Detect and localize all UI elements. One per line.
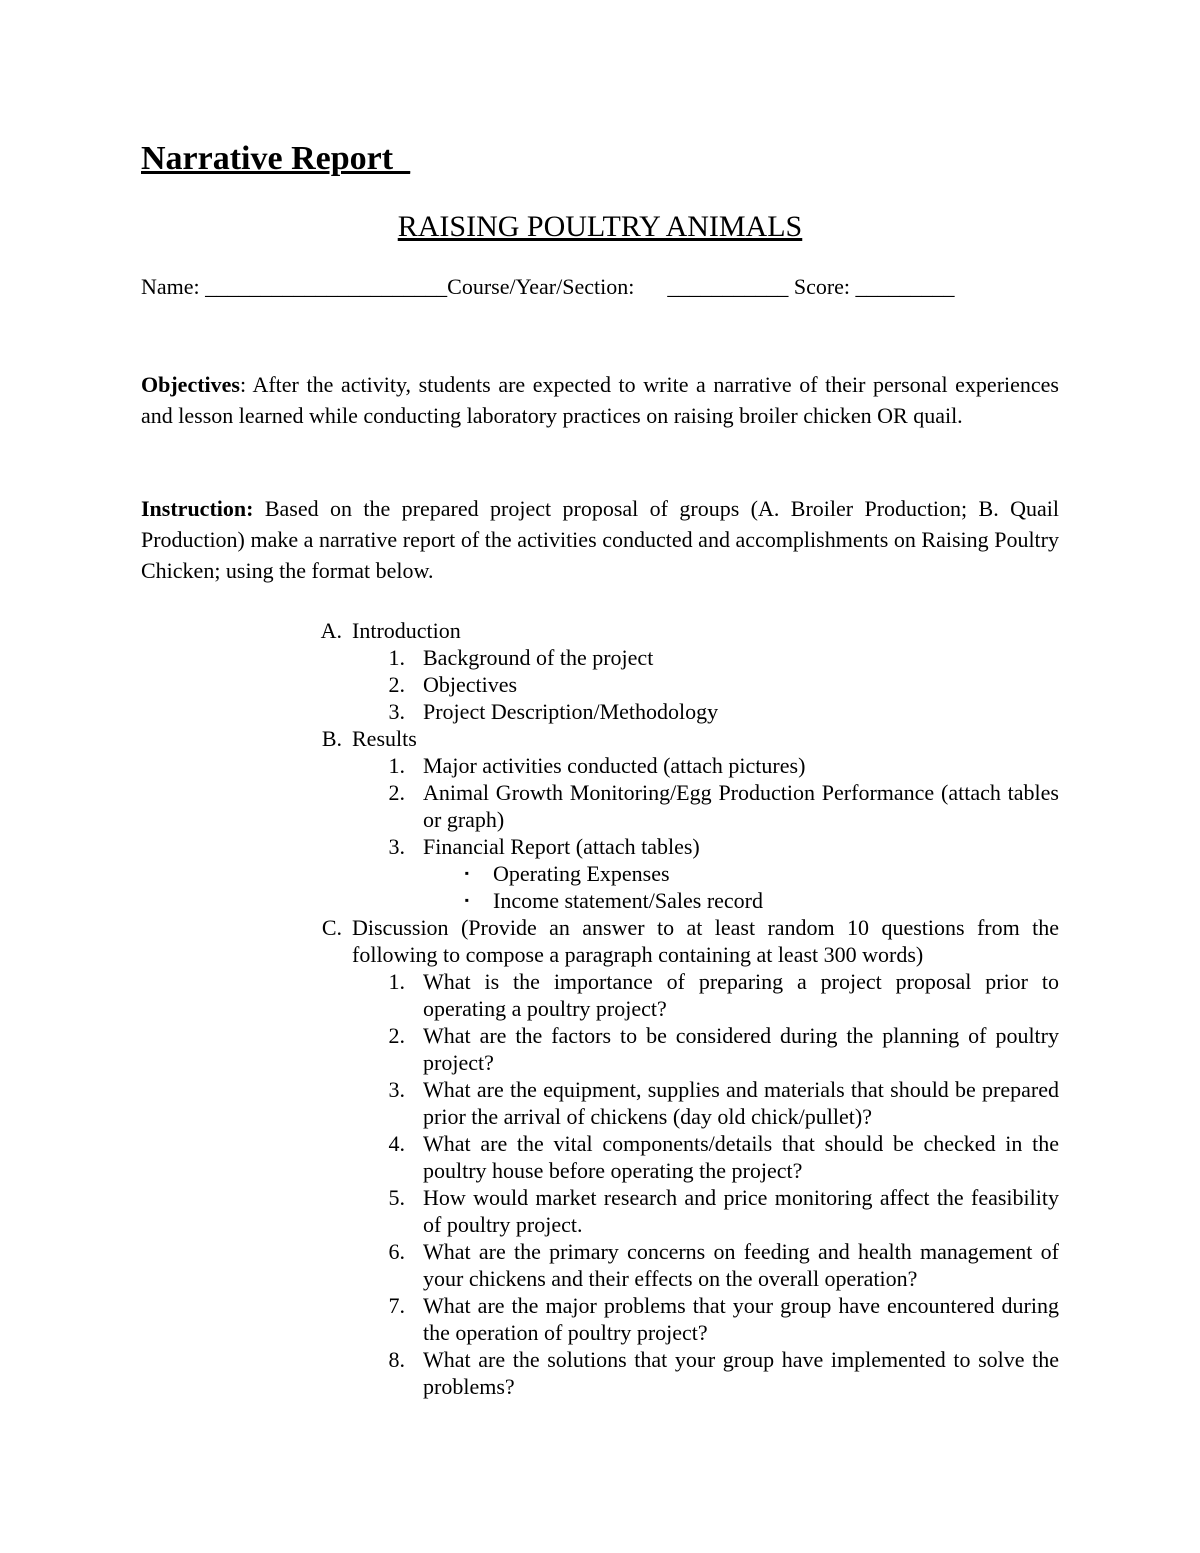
list-marker: 8. — [388, 1347, 405, 1372]
list-item-text: What is the importance of preparing a project proposal prior to operating a poultry project? — [423, 969, 1059, 1021]
list-item-text: Major activities conducted (attach pictures) — [423, 753, 806, 778]
list-marker: A. — [320, 618, 342, 643]
list-marker: 2. — [388, 780, 405, 805]
list-item-text: Objectives — [423, 672, 518, 697]
list-marker: 3. — [388, 699, 405, 724]
instruction-paragraph — [141, 493, 1059, 586]
list-marker: C. — [321, 915, 342, 940]
list-item-text: Animal Growth Monitoring/Egg Production Performance (attach tables or graph) — [423, 780, 1059, 832]
objectives-text: : After the activity, students are expected to write a narrative of their personal experiences and lesson learned while conducting laboratory practices on raising broiler chicken OR quail. — [141, 372, 1059, 428]
list-marker: 2. — [388, 1023, 405, 1048]
list-item-text: Project Description/Methodology — [423, 699, 719, 724]
list-marker: 1. — [388, 645, 405, 670]
page-title: Narrative Report_ — [141, 140, 411, 177]
bullet-item-text: Operating Expenses — [493, 861, 670, 886]
list-marker: 6. — [388, 1239, 405, 1264]
list-marker: B. — [321, 726, 342, 751]
bullet-marker: ▪ — [464, 866, 469, 880]
section-c-text: Discussion (Provide an answer to at least random 10 questions from the following to compose a paragraph containing at least 300 words) — [352, 915, 1059, 967]
bullet-marker: ▪ — [464, 893, 469, 907]
section-a-text: Introduction — [352, 618, 461, 643]
student-info-line: Name: ______________________Course/Year/Section: ___________ Score: _________ — [141, 274, 955, 299]
instruction-text: Based on the prepared project proposal of groups (A. Broiler Production; B. Quail Production) make a narrative report of the activities conducted and accomplishments on Raising Poultry Chicken; using the format below. — [141, 496, 1059, 583]
list-item-text: What are the major problems that your group have encountered during the operation of poultry project? — [423, 1293, 1059, 1345]
list-item-text: What are the solutions that your group have implemented to solve the problems? — [423, 1347, 1059, 1399]
objectives-paragraph — [141, 369, 1059, 431]
instruction-label: Instruction: — [141, 496, 254, 521]
bullet-item-text: Income statement/Sales record — [493, 888, 764, 913]
list-marker: 3. — [388, 1077, 405, 1102]
list-marker: 7. — [388, 1293, 405, 1318]
section-b-text: Results — [352, 726, 417, 751]
list-item-text: Background of the project — [423, 645, 654, 670]
list-marker: 1. — [388, 753, 405, 778]
list-item-text: What are the factors to be considered during the planning of poultry project? — [423, 1023, 1059, 1075]
list-marker: 4. — [388, 1131, 405, 1156]
list-item-text: Financial Report (attach tables) — [423, 834, 700, 859]
list-item-text: What are the vital components/details that should be checked in the poultry house before operating the project? — [423, 1131, 1059, 1183]
list-marker: 1. — [388, 969, 405, 994]
list-item-text: How would market research and price monitoring affect the feasibility of poultry project. — [423, 1185, 1059, 1237]
list-item-text: What are the equipment, supplies and materials that should be prepared prior the arrival of chickens (day old chick/pullet)? — [423, 1077, 1059, 1129]
list-marker: 5. — [388, 1185, 405, 1210]
list-item-text: What are the primary concerns on feeding and health management of your chickens and their effects on the overall operation? — [423, 1239, 1059, 1291]
objectives-label: Objectives — [141, 372, 240, 397]
list-marker: 2. — [388, 672, 405, 697]
document-subtitle: RAISING POULTRY ANIMALS — [397, 210, 803, 243]
list-marker: 3. — [388, 834, 405, 859]
